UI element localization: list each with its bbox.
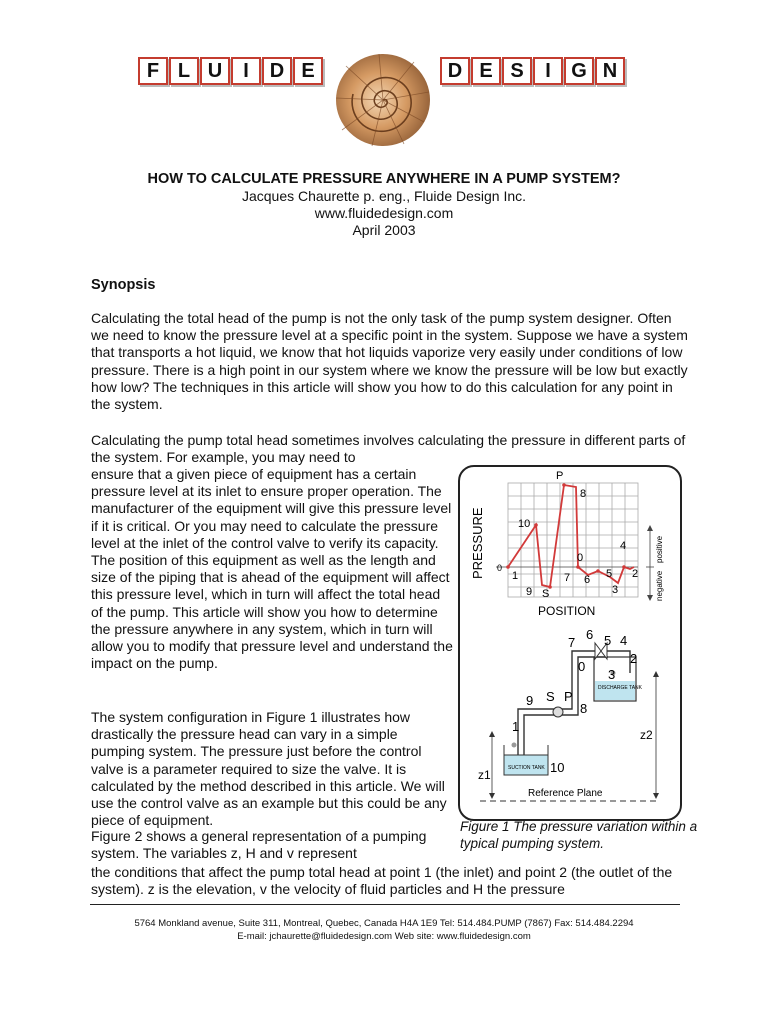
graph-label-5: 5: [606, 568, 613, 580]
paragraph: Calculating the pump total head sometimes involves calculating the pressure in different parts of the system. For example, you may need to: [91, 432, 686, 466]
z1-label: z1: [478, 768, 491, 782]
publication-date: April 2003: [352, 222, 416, 238]
synopsis-heading: Synopsis: [91, 277, 156, 293]
sys-label-9: 9: [526, 693, 534, 708]
logo-letter: I: [533, 57, 563, 85]
logo-letter: D: [440, 57, 470, 85]
sys-label-4: 4: [620, 633, 628, 648]
graph-label-10: 10: [518, 518, 531, 530]
z2-label: z2: [640, 728, 653, 742]
nautilus-shell-icon: [334, 52, 432, 148]
suction-tank-label: SUCTION TANK: [508, 765, 545, 771]
footer-divider: [90, 904, 680, 905]
graph-label-7: 7: [564, 572, 571, 584]
pump-icon: [553, 707, 563, 717]
footer-address: 5764 Monkland avenue, Suite 311, Montreal, Quebec, Canada H4A 1E9 Tel: 514.484.PUMP (7867) Fax: 514.484.2294: [134, 918, 634, 929]
paragraph: Figure 2 shows a general representation of a pumping system. The variables z, H and v represent: [91, 828, 427, 862]
sys-label-1: 1: [512, 719, 520, 734]
graph-label-8: 8: [580, 488, 587, 500]
reference-plane-label: Reference Plane: [528, 788, 603, 799]
logo-letter: S: [502, 57, 532, 85]
logo-letter: D: [262, 57, 292, 85]
paragraph: the conditions that affect the pump total head at point 1 (the inlet) and point 2 (the outlet of the system). z is the elevation, v the velocity of fluid particles and H the pressure: [91, 864, 673, 898]
negative-label: negative: [655, 570, 664, 601]
graph-label-3: 3: [612, 584, 619, 596]
piping-diagram: [518, 651, 636, 765]
graph-label-2: 2: [632, 568, 639, 580]
sys-label-7: 7: [568, 635, 576, 650]
logo-letter: E: [293, 57, 323, 85]
zero-label: 0: [497, 563, 503, 573]
sys-label-10: 10: [550, 760, 565, 775]
graph-label-0: 0: [577, 552, 584, 564]
logo-letter: F: [138, 57, 168, 85]
sys-label-0: 0: [578, 659, 586, 674]
x-axis-label: POSITION: [538, 604, 596, 618]
sys-label-p: P: [564, 689, 573, 704]
paragraph: ensure that a given piece of equipment has a certain pressure level at its inlet to ensure proper operation. The manufacturer of the equipment will give this pressure level if it is critical. Or you may need to calculate the pressure level at the inlet of the control valve to verify its capacity. The position of this equipment as well as the length and size of the piping that is ahead of the equipment will affect this pressure level, which in turn will affect the total head of the pump. This article will show you how to determine the pressure anywhere in any system, which in turn will allow you to modify that pressure level and understand the impact on the pump.: [91, 466, 453, 672]
discharge-tank-label: DISCHARGE TANK: [598, 685, 642, 691]
logo-letter: G: [564, 57, 594, 85]
sys-label-6: 6: [586, 627, 594, 642]
graph-label-p: P: [556, 470, 564, 482]
graph-label-9: 9: [526, 586, 533, 598]
graph-label-4: 4: [620, 540, 627, 552]
graph-label-s: S: [542, 588, 550, 600]
pressure-line: [508, 485, 634, 587]
footer-contact[interactable]: E-mail: jchaurette@fluidedesign.com Web site: www.fluidedesign.com: [237, 931, 531, 942]
logo-letter: U: [200, 57, 230, 85]
pump-system-figure: [460, 467, 680, 819]
figure-caption: Figure 1 The pressure variation within a typical pumping system.: [460, 819, 698, 851]
author-line: Jacques Chaurette p. eng., Fluide Design Inc.: [241, 188, 527, 204]
paragraph: Calculating the total head of the pump is not the only task of the pump system designer. Often we need to know the pressure level at a specific point in the system. Suppose we have a system that transports a hot liquid, we know that hot liquids vaporize very easily under conditions of low pressure. There is a high point in our system where we know the pressure will be low but exactly how low? The techniques in this article will show you how to do this calculation for any point in the system.: [91, 310, 688, 413]
website-link[interactable]: www.fluidedesign.com: [314, 205, 454, 221]
paper-title: HOW TO CALCULATE PRESSURE ANYWHERE IN A PUMP SYSTEM?: [147, 171, 621, 187]
graph-label-6: 6: [584, 574, 591, 586]
sys-label-2: 2: [630, 651, 638, 666]
logo-letter: L: [169, 57, 199, 85]
graph-label-1: 1: [512, 570, 519, 582]
logo-letter: N: [595, 57, 625, 85]
sys-label-3: 3: [608, 667, 616, 682]
sys-label-s: S: [546, 689, 555, 704]
logo-letter: E: [471, 57, 501, 85]
sys-label-8: 8: [580, 701, 588, 716]
positive-label: positive: [655, 535, 664, 563]
paragraph: The system configuration in Figure 1 illustrates how drastically the pressure head can vary in a simple pumping system. The pressure just before the control valve is a parameter required to size the valve. It is calculated by the method described in this article. We will use the control valve as an example but this could be any piece of equipment.: [91, 709, 447, 829]
y-axis-label: PRESSURE: [470, 507, 485, 579]
figure-1-frame: [458, 465, 682, 821]
sys-label-5: 5: [604, 633, 612, 648]
logo-letter: I: [231, 57, 261, 85]
